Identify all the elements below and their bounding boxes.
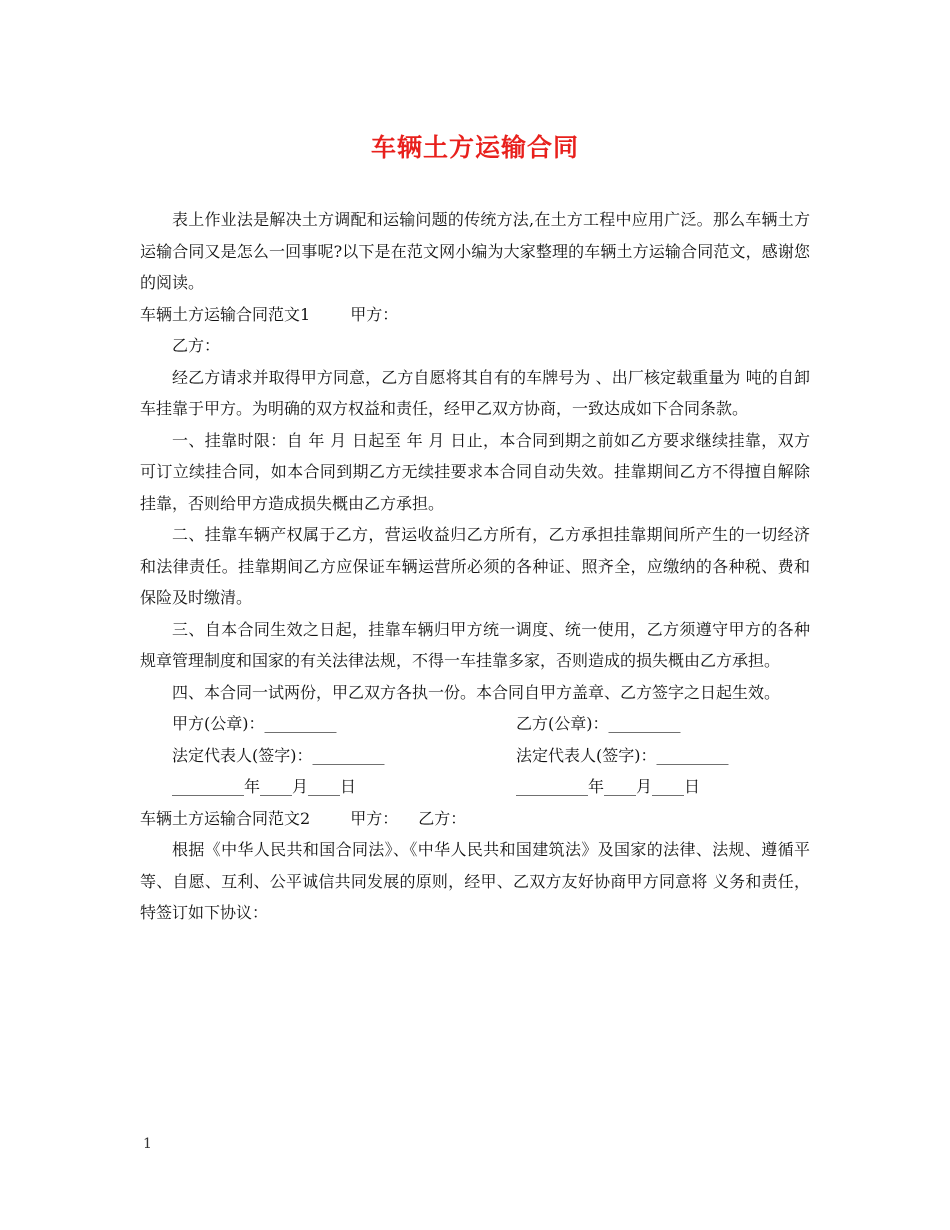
- document-body: [140, 204, 810, 929]
- signature-row-representative: [140, 740, 810, 772]
- sample1-paragraph-1: 经乙方请求并取得甲方同意，乙方自愿将其自有的车牌号为 、出厂核定载重量为 吨的自卸车挂靠于甲方。为明确的双方权益和责任，经甲乙双方协商，一致达成如下合同条款。: [140, 367, 810, 418]
- sample1-clause-4: 四、本合同一试两份，甲乙双方各执一份。本合同自甲方盖章、乙方签字之日起生效。: [172, 682, 781, 702]
- sample1-party-a: 甲方：: [350, 304, 399, 324]
- sample1-party-b: 乙方：: [172, 336, 221, 355]
- party-a-date-field: _________年____月____日: [172, 777, 357, 796]
- party-a-representative-field: 法定代表人(签字)：_________: [172, 745, 385, 765]
- signature-row-seal: [140, 708, 810, 740]
- page-number: 1: [143, 1136, 152, 1152]
- party-a-seal-field: 甲方(公章)：_________: [172, 714, 337, 733]
- sample1-clause-2: 二、挂靠车辆产权属于乙方，营运收益归乙方所有，乙方承担挂靠期间所产生的一切经济和法律责任。挂靠期间乙方应保证车辆运营所必须的各种证、照齐全，应缴纳的各种税、费和保险及时缴清。: [140, 525, 810, 607]
- sample2-heading: 车辆土方运输合同范文2: [140, 808, 311, 828]
- party-b-seal-field: 乙方(公章)：_________: [516, 714, 681, 733]
- sample1-clause-1: 一、挂靠时限：自 年 月 日起至 年 月 日止，本合同到期之前如乙方要求继续挂靠，双方可订立续挂合同，如本合同到期乙方无续挂要求本合同自动失效。挂靠期间乙方不得擅自解除挂靠，否则给甲方造成损失概由乙方承担。: [140, 430, 810, 513]
- sample2-paragraph-1: 根据《中华人民共和国合同法》、《中华人民共和国建筑法》及国家的法律、法规、遵循平等、自愿、互利、公平诚信共同发展的原则，经甲、乙双方友好协商甲方同意将 义务和责任，特签订如下协议：: [140, 840, 810, 922]
- sample1-heading-line: [140, 299, 810, 331]
- intro-paragraph: 表上作业法是解决土方调配和运输问题的传统方法,在土方工程中应用广泛。那么车辆土方运输合同又是怎么一回事呢?以下是在范文网小编为大家整理的车辆土方运输合同范文，感谢您的阅读。: [140, 210, 810, 292]
- party-b-date-field: _________年____月____日: [516, 777, 701, 796]
- sample1-heading: 车辆土方运输合同范文1: [140, 304, 311, 324]
- signature-row-date: [140, 771, 810, 803]
- document-title: 车辆土方运输合同: [370, 133, 579, 162]
- sample2-heading-line: [140, 803, 810, 835]
- sample2-party-b: 乙方：: [418, 808, 467, 828]
- party-b-representative-field: 法定代表人(签字)：_________: [516, 745, 729, 765]
- sample1-clause-3: 三、自本合同生效之日起，挂靠车辆归甲方统一调度、统一使用，乙方须遵守甲方的各种规章管理制度和国家的有关法律法规，不得一车挂靠多家，否则造成的损失概由乙方承担。: [140, 619, 810, 670]
- sample2-party-a: 甲方：: [350, 808, 399, 828]
